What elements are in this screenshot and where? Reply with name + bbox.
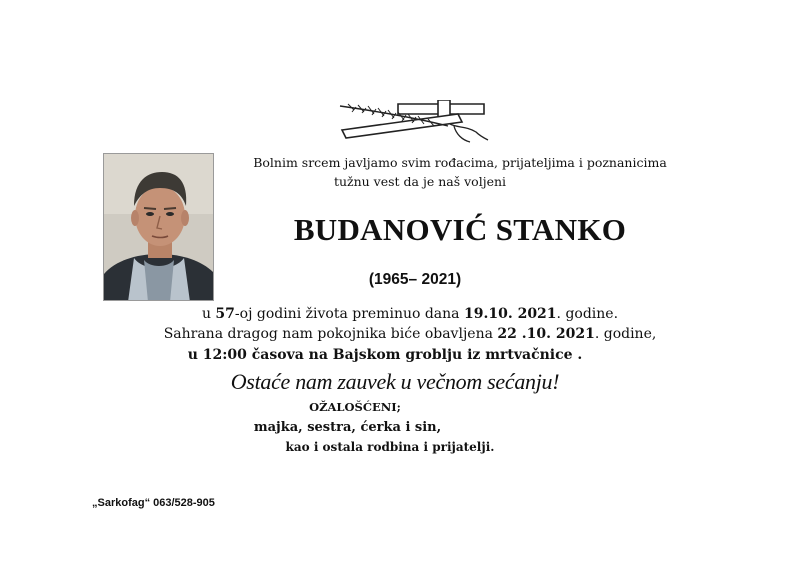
funeral-place-line: u 12:00 časova na Bajskom groblju iz mrtvačnice . <box>187 347 583 363</box>
funeral-info-line <box>140 326 680 342</box>
death-date: 19.10. 2021 <box>463 306 557 322</box>
intro-line-2: tužnu vest da je naš voljeni <box>333 174 507 189</box>
relatives-line: majka, sestra, ćerka i sin, <box>253 420 442 435</box>
funeral-info-text: . godine, <box>594 326 657 342</box>
deceased-name: BUDANOVIĆ STANKO <box>293 212 627 247</box>
memorial-motto: Ostaće nam zauvek u večnom sećanju! <box>230 369 560 394</box>
age-value: 57 <box>215 306 235 322</box>
others-line: kao i ostala rodbina i prijatelji. <box>285 440 495 454</box>
death-info-text: u <box>201 306 216 322</box>
funeral-agency-contact: „Sarkofag“ 063/528-905 <box>92 497 215 509</box>
death-info-text: . godine. <box>556 306 619 322</box>
funeral-info-text: Sahrana dragog nam pokojnika biće obavljena <box>163 326 498 342</box>
portrait-photo <box>103 153 214 301</box>
mourners-label: OŽALOŠĆENI; <box>309 400 401 414</box>
death-info-line <box>140 306 680 322</box>
death-info-text: -oj godini života preminuo dana <box>234 306 464 322</box>
intro-line-1: Bolnim srcem javljamo svim rođacima, prijateljima i poznanicima <box>253 155 667 170</box>
cross-with-ribbon-icon <box>338 100 490 144</box>
life-years: (1965– 2021) <box>368 271 462 288</box>
funeral-date: 22 .10. 2021 <box>497 326 595 342</box>
